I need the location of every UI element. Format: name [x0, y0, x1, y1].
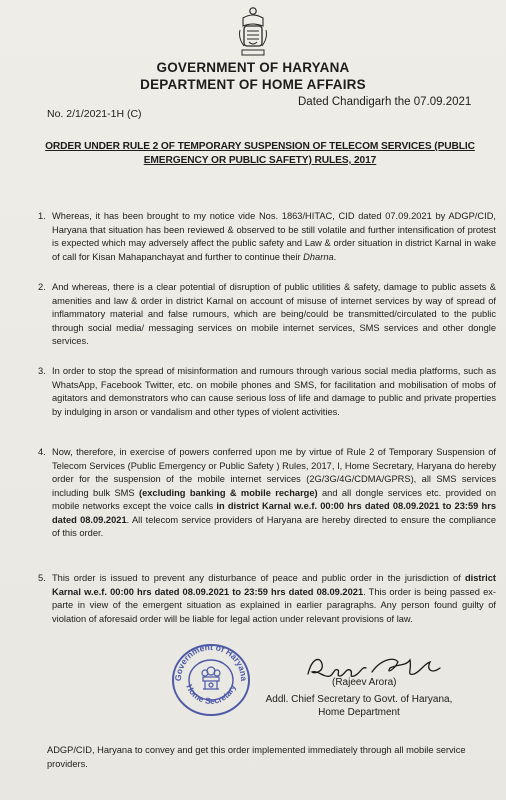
paragraph-5 — [38, 572, 496, 626]
paragraph-italic: Dharna — [303, 251, 334, 262]
paragraph-number: 1. — [38, 211, 46, 221]
paragraph-1 — [38, 210, 496, 264]
official-seal-icon — [168, 641, 254, 719]
signatory-designation — [264, 693, 454, 719]
footer-note: ADGP/CID, Haryana to convey and get this order implemented immediately through all mobile service providers. — [47, 745, 466, 769]
paragraph-text: Whereas, it has been brought to my notice vide Nos. 1863/HITAC, CID dated 07.09.2021 by ADGP/CID, Haryana that situation has been reviewed & observed to be still volatile and further intensification of protest is expected which may adversely affect the public safety and Law & order situation in district Karnal in wake of call for Kisan Mahapanchayat and further to continue their — [52, 211, 496, 262]
paragraph-text: and all dongle services etc. provided on mobile networks except the voice calls — [52, 487, 496, 511]
seal-text-bottom: Home Secretary — [184, 682, 238, 706]
paragraph-number: 4. — [38, 447, 46, 457]
signatory-name: (Rajeev Arora) — [332, 677, 397, 688]
header-department: DEPARTMENT OF HOME AFFAIRS — [140, 77, 366, 92]
header-government: GOVERNMENT OF HARYANA — [156, 60, 350, 75]
paragraph-text: . All telecom service providers of Haryana are hereby directed to ensure the compliance of this order. — [52, 514, 496, 538]
designation-line-1: Addl. Chief Secretary to Govt. of Haryana, — [265, 694, 453, 705]
paragraph-2 — [38, 281, 496, 349]
paragraph-tail: . — [333, 251, 337, 262]
paragraph-bold: in district Karnal w.e.f. 00:00 hrs dated 08.09.2021 to 23:59 hrs dated 08.09.2021 — [52, 501, 497, 525]
haryana-emblem-icon — [235, 6, 271, 60]
paragraph-text: In order to stop the spread of misinformation and rumours through various social media platforms, such as WhatsApp, Facebook Twitter, etc. on mobile phones and SMS, for facilitation and mobilisation of mobs of agitators and demonstrators who can cause serious loss of life and damage to public and private properties by indulging in arson or vandalism and other types of violent activities. — [52, 366, 496, 417]
date-line: Dated Chandigarh the 07.09.2021 — [298, 96, 472, 108]
seal-text-top: Government of Haryana — [172, 641, 250, 682]
designation-line-2: Home Department — [318, 707, 400, 718]
paragraph-text: Now, therefore, in exercise of powers conferred upon me by virtue of Rule 2 of Temporary Suspension of Telecom Services (Public Emergency or Public Safety ) Rules, 2017, I, Home Secretary, Haryana do hereby order for the suspension of the mobile internet services (2G/3G/4G/CDMA/GPRS), all SMS services including bulk SMS — [52, 447, 496, 498]
paragraph-text: . This order is being passed ex-parte in view of the emergent situation as explained in earlier paragraphs. Any person found guilty of violation of aforesaid order will be liable for legal action under relevant provisions of law. — [52, 586, 496, 624]
paragraph-number: 3. — [38, 366, 46, 376]
svg-text:Government of Haryana — [173, 642, 249, 682]
paragraph-bold: district Karnal w.e.f. 00:00 hrs dated 08.09.2021 to 23:59 hrs dated 08.09.2021 — [52, 573, 496, 597]
paragraph-text: This order is issued to prevent any disturbance of peace and public order in the jurisdiction of — [52, 573, 465, 583]
svg-text:Home Secretary — [184, 683, 237, 706]
paragraph-text: And whereas, there is a clear potential of disruption of public utilities & safety, damage to public assets & amenities and law & order in district Karnal on account of misuse of internet services by way of spread of inflammatory material and false rumours, which are being/could be transmitted/circulated to the public through social media/ messaging services on mobile internet services, SMS services and other dongle services. — [52, 282, 496, 346]
paragraph-bold: (excluding banking & mobile recharge) — [139, 487, 318, 498]
paragraph-4 — [38, 446, 497, 541]
paragraph-number: 5. — [38, 573, 46, 583]
order-title: ORDER UNDER RULE 2 OF TEMPORARY SUSPENSION OF TELECOM SERVICES (PUBLIC EMERGENCY OR PUBLIC SAFETY) RULES, 2017 — [45, 141, 475, 166]
paragraph-number: 2. — [38, 282, 46, 292]
paragraph-3 — [38, 365, 496, 419]
reference-number: No. 2/1/2021-1H (C) — [47, 108, 142, 120]
